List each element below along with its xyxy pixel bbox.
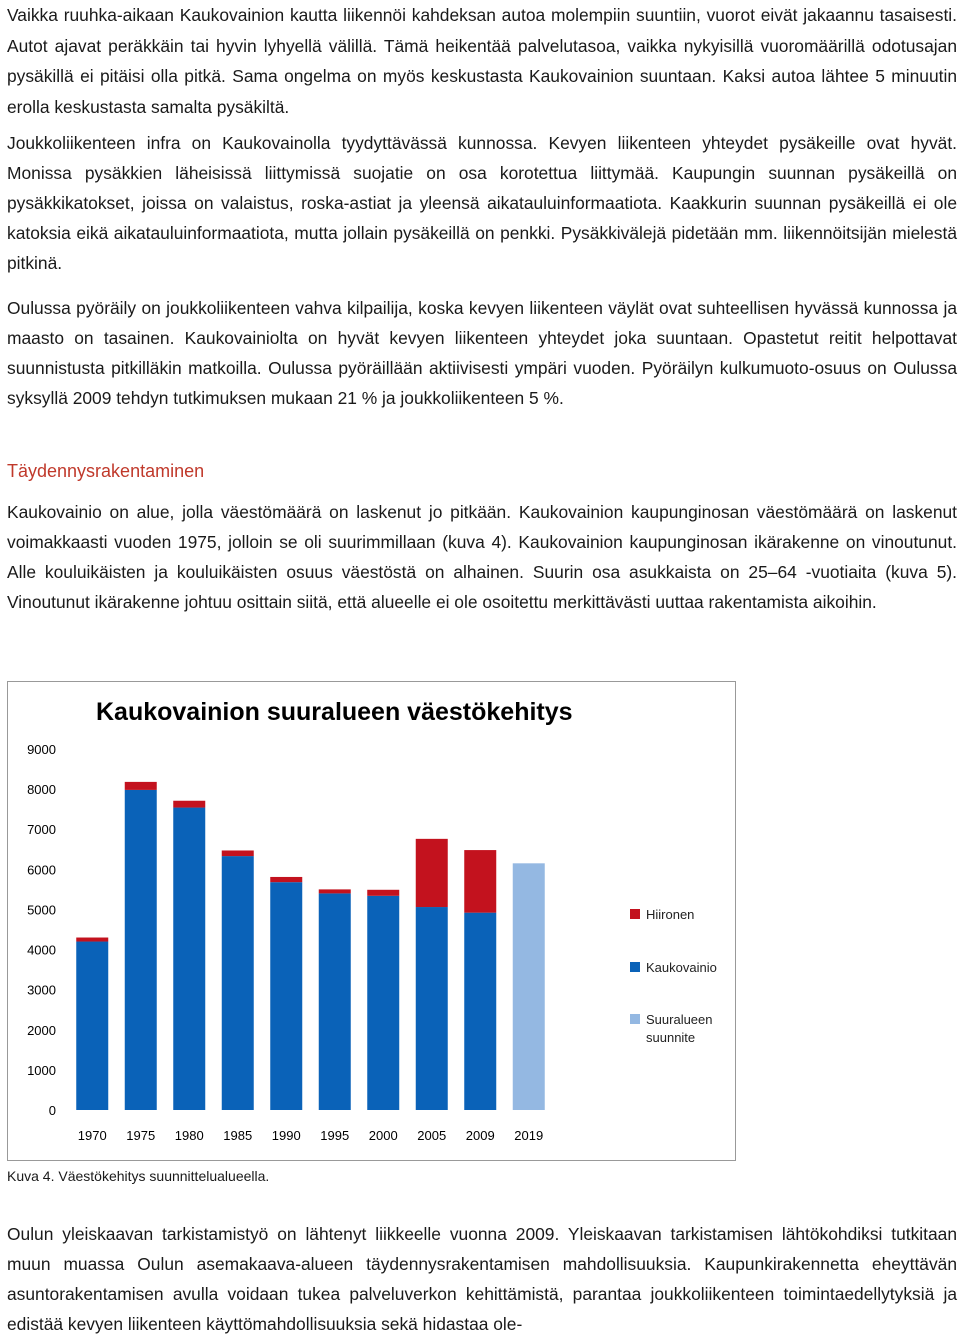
bar-hiironen-1990 bbox=[270, 877, 302, 882]
x-tick-label: 1985 bbox=[223, 1128, 253, 1143]
bar-kaukovainio-1970 bbox=[76, 942, 108, 1110]
bar-kaukovainio-2005 bbox=[416, 907, 448, 1110]
paragraph-master-plan: Oulun yleiskaavan tarkistamistyö on lähtenyt liikkeelle vuonna 2009. Yleiskaavan tarkistamisen lähtökohdiksi tutkitaan muun muassa Oulun asemakaava-alueen täydennysrakentamisen mahdollisuuksia. Kaupunkirakennetta eheyttävän asuntorakentamisen avulla voidaan tukea palveluverkon kehittämistä, parantaa joukkoliikenteen toimintaedellytyksiä ja edistää kevyen liikenteen käyttömahdollisuuksia sekä hidastaa ole- bbox=[7, 1224, 957, 1334]
bar-hiironen-1985 bbox=[222, 850, 254, 856]
x-tick-label: 2000 bbox=[368, 1128, 398, 1143]
bar-kaukovainio-2000 bbox=[367, 896, 399, 1110]
bar-series bbox=[76, 782, 545, 1110]
x-axis bbox=[78, 1128, 543, 1143]
legend-label: Suuralueen suunnite bbox=[646, 1012, 713, 1045]
bar-hiironen-1970 bbox=[76, 938, 108, 942]
legend-swatch bbox=[630, 1014, 640, 1024]
legend-label: Kaukovainio bbox=[646, 960, 717, 975]
legend-swatch bbox=[630, 962, 640, 972]
bar-hiironen-1980 bbox=[173, 801, 205, 808]
y-tick-label: 2000 bbox=[27, 1022, 56, 1038]
paragraph-bus-schedule: Vaikka ruuhka-aikaan Kaukovainion kautta liikennöi kahdeksan autoa molempiin suuntiin, vuorot eivät jakaannu tasaisesti. Autot ajavat peräkkäin tai hyvin lyhyellä välillä. Tämä heikentää palvelutasoa, vaikka nykyisillä vuoromäärillä odotusajan pysäkillä ei pitäisi olla pitkä. Sama ongelma on myös keskustasta Kaukovainion suuntaan. Kaksi autoa lähtee 5 minuutin erolla keskustasta samalta pysäkiltä. bbox=[7, 5, 957, 117]
y-tick-label: 4000 bbox=[27, 942, 56, 958]
bar-suuralueen-suunnite-2019 bbox=[513, 863, 545, 1110]
bar-kaukovainio-1995 bbox=[319, 893, 351, 1110]
x-tick-label: 2019 bbox=[514, 1128, 544, 1143]
y-tick-label: 3000 bbox=[27, 982, 56, 998]
legend bbox=[630, 907, 717, 1045]
chart-canvas bbox=[8, 682, 735, 1160]
y-tick-label: 8000 bbox=[27, 782, 56, 798]
bar-kaukovainio-1980 bbox=[173, 808, 205, 1110]
bar-hiironen-2000 bbox=[367, 890, 399, 896]
x-tick-label: 1970 bbox=[77, 1128, 107, 1143]
figure-caption: Kuva 4. Väestökehitys suunnittelualueella. bbox=[7, 1168, 270, 1184]
bar-hiironen-1975 bbox=[125, 782, 157, 790]
x-tick-label: 1995 bbox=[320, 1128, 350, 1143]
bar-hiironen-2009 bbox=[464, 850, 496, 913]
x-tick-label: 1980 bbox=[174, 1128, 204, 1143]
bar-hiironen-1995 bbox=[319, 889, 351, 893]
y-axis bbox=[27, 742, 56, 1118]
bar-hiironen-2005 bbox=[416, 839, 448, 907]
x-tick-label: 1990 bbox=[271, 1128, 301, 1143]
y-tick-label: 9000 bbox=[27, 742, 56, 757]
x-tick-label: 2005 bbox=[417, 1128, 447, 1143]
bar-kaukovainio-1975 bbox=[125, 790, 157, 1110]
section-heading: Täydennysrakentaminen bbox=[7, 461, 205, 481]
y-tick-label: 0 bbox=[48, 1103, 56, 1118]
paragraph-cycling: Oulussa pyöräily on joukkoliikenteen vahva kilpailija, koska kevyen liikenteen väylät ovat suhteellisen hyvässä kunnossa ja maasto on tasainen. Kaukovainiolta on hyvät kevyen liikenteen yhteydet joka suuntaan. Opastetut reitit helpottavat suunnistusta pitkilläkin matkoilla. Oulussa pyöräillään aktiivisesti ympäri vuoden. Pyöräilyn kulkumuoto-osuus on Oulussa syksyllä 2009 tehdyn tutkimuksen mukaan 21 % ja joukkoliikenteen 5 %. bbox=[7, 298, 957, 408]
bar-kaukovainio-1985 bbox=[222, 856, 254, 1110]
bar-kaukovainio-2009 bbox=[464, 913, 496, 1110]
x-tick-label: 2009 bbox=[465, 1128, 495, 1143]
x-tick-label: 1975 bbox=[126, 1128, 156, 1143]
y-tick-label: 7000 bbox=[27, 822, 56, 838]
y-tick-label: 6000 bbox=[27, 862, 56, 878]
paragraph-transit-infra: Joukkoliikenteen infra on Kaukovainolla tyydyttävässä kunnossa. Kevyen liikenteen yhteydet pysäkeille ovat hyvät. Monissa pysäkkien läheisissä liittymissä suojatie on osa korotettua liittymää. Kaupungin suunnan pysäkeillä on pysäkkikatokset, joissa on valaistus, roska-astiat ja yleensä aikatauluinformaatiota. Kaakkurin suunnan pysäkeillä ei ole katoksia eikä aikatauluinformaatiota, mutta jollain pysäkeillä on penkki. Pysäkkivälejä pidetään mm. liikennöitsijän mielestä pitkinä. bbox=[7, 133, 957, 273]
bar-kaukovainio-1990 bbox=[270, 882, 302, 1110]
legend-swatch bbox=[630, 909, 640, 919]
y-tick-label: 1000 bbox=[27, 1062, 56, 1078]
paragraph-infill-construction: Kaukovainio on alue, jolla väestömäärä on laskenut jo pitkään. Kaukovainion kaupunginosan väestömäärä on laskenut voimakkaasti vuoden 1975, jolloin se oli suurimmillaan (kuva 4). Kaukovainion kaupunginosan ikärakenne on vinoutunut. Alle kouluikäisten ja kouluikäisten osuus väestöstä on alhainen. Suurin osa asukkaista on 25–64 -vuotiaita (kuva 5). Vinoutunut ikärakenne johtuu osittain siitä, että alueelle ei ole osoitettu merkittävästi uuttaa rakentamista aikoihin. bbox=[7, 502, 957, 612]
legend-label: Hiironen bbox=[646, 907, 695, 922]
population-chart bbox=[7, 681, 736, 1161]
chart-title: Kaukovainion suuralueen väestökehitys bbox=[96, 698, 573, 726]
y-tick-label: 5000 bbox=[27, 902, 56, 918]
